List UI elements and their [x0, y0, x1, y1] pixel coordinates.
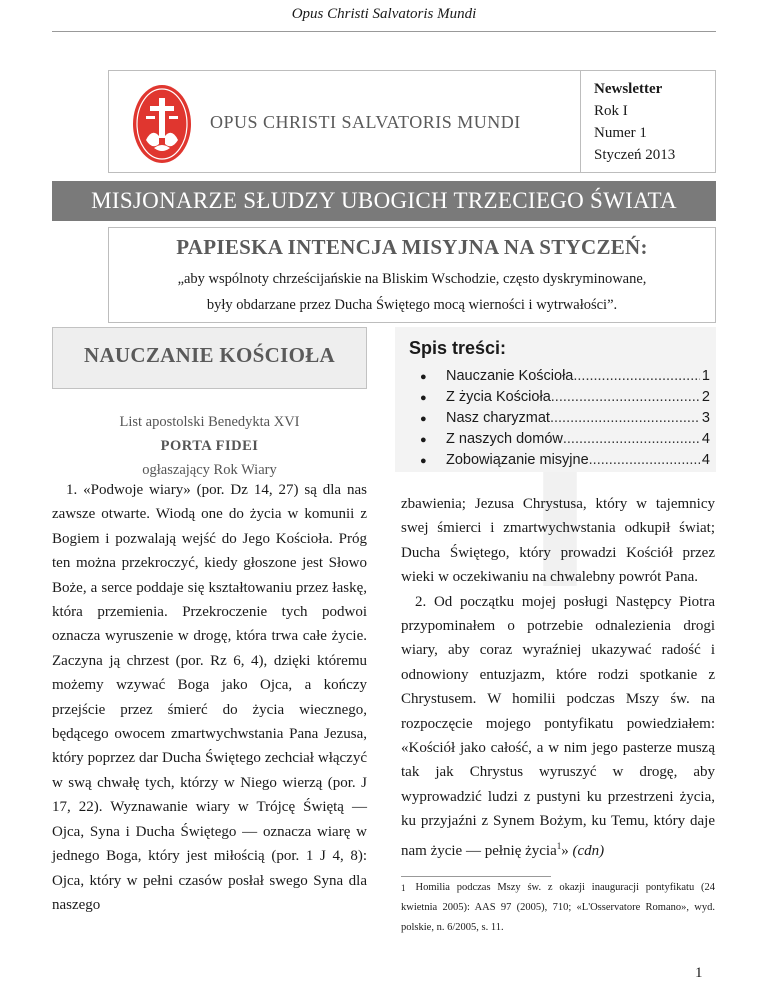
- toc-label: Nasz charyzmat: [446, 410, 550, 426]
- toc-leader: [550, 410, 700, 426]
- issue-number: Numer 1: [594, 125, 647, 141]
- toc-leader: [573, 368, 700, 384]
- bullet-icon: ●: [420, 392, 427, 404]
- footnote-rule: [401, 876, 551, 877]
- organization-logo-icon: [132, 84, 192, 164]
- issue-info: [594, 78, 714, 166]
- bullet-icon: ●: [420, 371, 427, 383]
- letter-line-3: ogłaszający Rok Wiary: [142, 462, 277, 478]
- intention-title: PAPIESKA INTENCJA MISYJNA NA STYCZEŃ:: [176, 235, 648, 259]
- paragraph-2-text: 2. Od początku mojej posługi Następcy Piotra przypominałem o potrzebie odnalezienia drogi wiary, aby coraz wyraźniej ukazywać radość i odnowiony entuzjazm, które rodzi spotkanie z Chrystusem. W homilii podczas Mszy św. na rozpoczęcie mojego pontyfikatu powiedziałem: «Kościół jako całość, a w nim jego pasterze muszą tak jak Chrystus wyruszyć w drogę, aby wyprowadzić ludzi z pustyni ku przestrzeni życia, ku przyjaźni z Synem Bożym, ku Temu, który daje nam życie — pełnię życia: [401, 593, 715, 859]
- toc-page: 1: [701, 368, 710, 384]
- letter-title: PORTA FIDEI: [160, 438, 259, 454]
- body-column-right: [401, 492, 715, 863]
- toc-page: 4: [701, 452, 710, 468]
- paragraph-1-continued: zbawienia; Jezusa Chrystusa, który w tajemnicy swej śmierci i zmartwychwstania odkupił świat; Ducha Świętego, który prowadzi Kościół przez wieki w oczekiwaniu na chwalebny powrót Pana.: [401, 496, 715, 586]
- toc-label: Nauczanie Kościoła: [446, 368, 574, 384]
- toc-label: Z życia Kościoła: [446, 389, 551, 405]
- intention-text: [112, 266, 712, 318]
- page-number: 1: [695, 965, 703, 981]
- organization-name: OPUS CHRISTI SALVATORIS MUNDI: [210, 112, 521, 132]
- bullet-icon: ●: [420, 413, 427, 425]
- toc-page: 3: [701, 410, 710, 426]
- toc-item-charyzmat[interactable]: [420, 410, 710, 431]
- footnote-text: Homilia podczas Mszy św. z okazji inauguracji pontyfikatu (24 kwietnia 2005): AAS 97 (2005), 710; «L'Osservatore Romano», wyd. polskie, n. 6/2005, s. 11.: [401, 882, 715, 933]
- footnote-ref[interactable]: 1: [556, 840, 562, 851]
- header-rule: [52, 31, 716, 32]
- toc-item-domow[interactable]: [420, 431, 710, 452]
- paragraph-1: 1. «Podwoje wiary» (por. Dz 14, 27) są dla nas zawsze otwarte. Wiodą one do życia w komunii z Bogiem i pozwalają wejść do Jego Kościoła. Próg ten można przekroczyć, kiedy głoszone jest Słowo Boże, a serce poddaje się kształtowaniu przez łaskę, która przemienia. Przekroczenie tych podwoi oznacza wyruszenie w drogę, która trwa całe życie. Zaczyna ją chrzest (por. Rz 6, 4), dzięki któremu możemy wzywać Boga jako Ojca, a kończy przejście przez śmierć do życia wiecznego, będącego owocem zmartwychwstania Pana Jezusa, który poprzez dar Ducha Świętego zechciał włączyć w swą chwałę tych, którzy w Niego wierzą (por. J 17, 22). Wyznawanie wiary w Trójcę Świętą — Ojca, Syna i Ducha Świętego — oznacza wiarę w jednego Boga, który jest miłością (por. 1 J 4, 8): Ojca, który w pełni czasów posłał swego Syna dla naszego: [52, 482, 367, 913]
- toc-page: 4: [701, 431, 710, 447]
- body-column-left: [52, 478, 367, 917]
- bullet-icon: ●: [420, 434, 427, 446]
- title-banner: MISJONARZE SŁUDZY UBOGICH TRZECIEGO ŚWIATA: [52, 181, 716, 221]
- bullet-icon: ●: [420, 455, 427, 467]
- toc-leader: [563, 431, 700, 447]
- toc-leader: [551, 389, 700, 405]
- issue-date: Styczeń 2013: [594, 147, 676, 163]
- toc-item-zobowiazanie[interactable]: [420, 452, 710, 473]
- section-title: NAUCZANIE KOŚCIOŁA: [83, 343, 336, 367]
- table-of-contents: [420, 368, 710, 473]
- letter-heading: [52, 410, 367, 482]
- issue-year: Rok I: [594, 103, 628, 119]
- toc-leader: [589, 452, 700, 468]
- toc-item-nauczanie[interactable]: [420, 368, 710, 389]
- newsletter-label: Newsletter: [594, 81, 663, 97]
- footnote: [401, 878, 715, 938]
- toc-label: Z naszych domów: [446, 431, 563, 447]
- toc-title: Spis treści:: [409, 338, 507, 358]
- intention-line-2: były obdarzane przez Ducha Świętego mocą wierności i wytrwałości”.: [206, 297, 618, 313]
- toc-item-z-zycia[interactable]: [420, 389, 710, 410]
- running-header: Opus Christi Salvatoris Mundi: [291, 6, 477, 22]
- continued-note: (cdn): [568, 842, 605, 859]
- toc-page: 2: [701, 389, 710, 405]
- intention-line-1: „aby wspólnoty chrześcijańskie na Bliskim Wschodzie, często dyskryminowane,: [177, 271, 647, 287]
- footnote-number: 1: [401, 883, 406, 893]
- masthead-divider: [580, 70, 581, 173]
- paragraph-2-end: »: [561, 842, 569, 859]
- letter-line-1: List apostolski Benedykta XVI: [119, 414, 300, 430]
- toc-label: Zobowiązanie misyjne: [446, 452, 589, 468]
- paragraph-2: [401, 590, 715, 863]
